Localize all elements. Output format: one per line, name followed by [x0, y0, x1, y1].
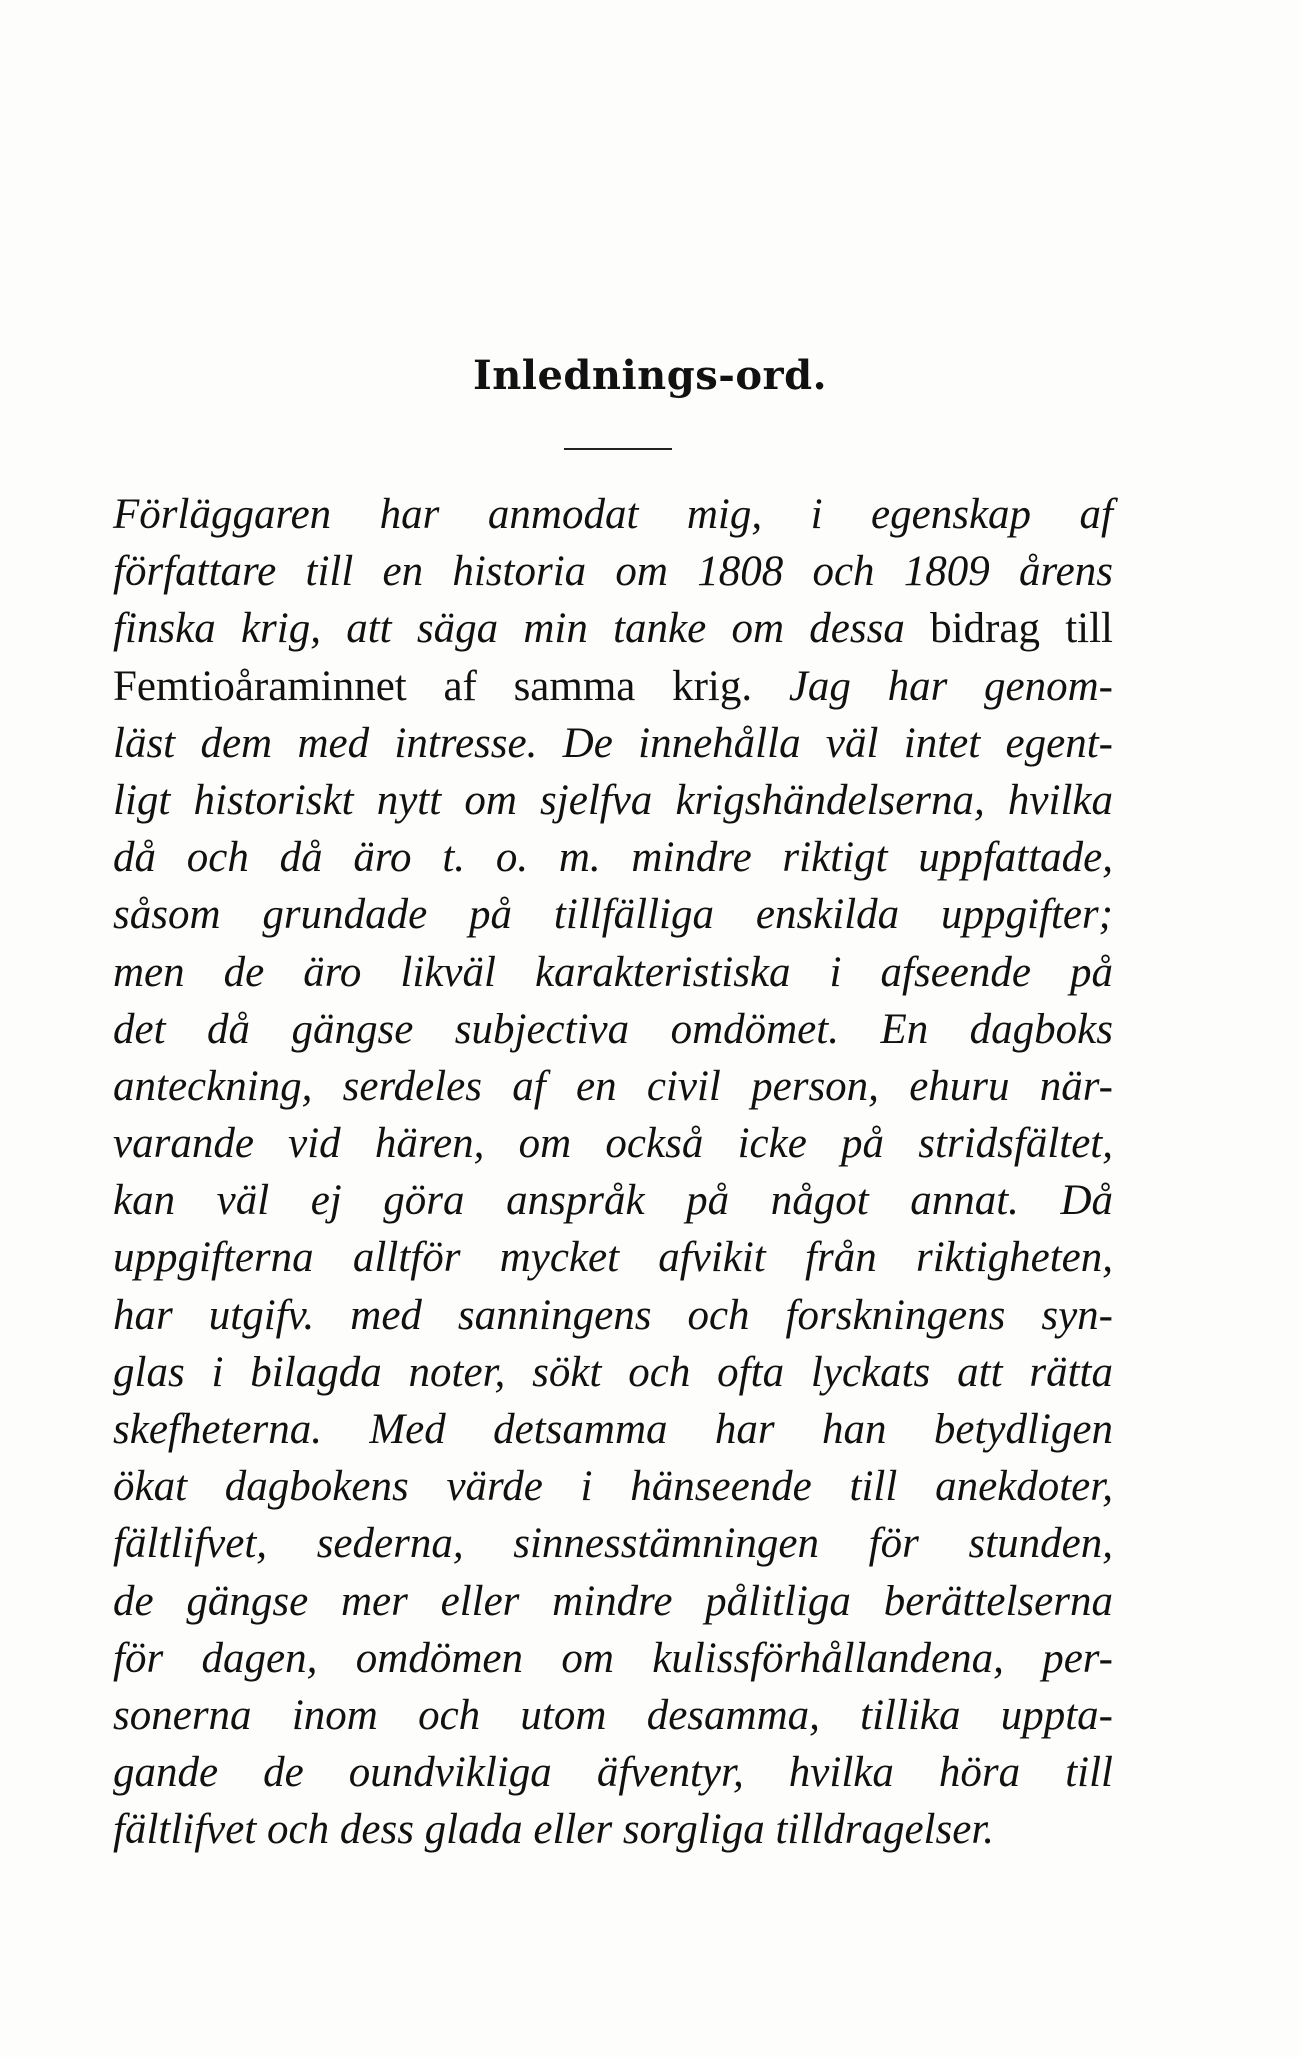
text-segment: författare till en historia om 1808 och 1809 årens: [113, 548, 1113, 596]
text-segment: kan väl ej göra anspråk på något annat. Då: [113, 1177, 1113, 1225]
text-line: [113, 886, 1113, 943]
text-segment: då och då äro t. o. m. mindre riktigt uppfattade,: [113, 834, 1113, 882]
text-line: [113, 944, 1113, 1001]
text-segment: anteckning, serdeles af en civil person, ehuru när-: [113, 1062, 1113, 1110]
text-line: [113, 1344, 1113, 1401]
text-line: [113, 1515, 1113, 1572]
text-segment: men de äro likväl karakteristiska i afseende på: [113, 948, 1113, 996]
text-segment: det då gängse subjectiva omdömet. En dagboks: [113, 1005, 1113, 1053]
text-segment: läst dem med intresse. De innehålla väl intet egent-: [113, 719, 1113, 767]
text-segment: Jag har genom-: [788, 662, 1114, 710]
text-line: [113, 658, 1113, 715]
text-segment: skefheterna. Med detsamma har han betydligen: [113, 1406, 1113, 1453]
text-line: [113, 1172, 1113, 1229]
heading-divider: [564, 448, 672, 450]
text-line: [113, 1687, 1113, 1744]
text-segment: uppgifterna alltför mycket afvikit från riktigheten,: [113, 1234, 1113, 1282]
text-segment: Femtioåraminnet af samma krig.: [113, 662, 789, 710]
text-line: [113, 543, 1113, 600]
text-segment: sonerna inom och utom desamma, tillika uppta-: [113, 1691, 1113, 1739]
text-segment: ökat dagbokens värde i hänseende till anekdoter,: [113, 1463, 1113, 1511]
text-line: [113, 1287, 1113, 1344]
text-line: [113, 1458, 1113, 1515]
text-segment: ligt historiskt nytt om sjelfva krigshändelserna, hvilka: [113, 776, 1113, 824]
text-segment: de gängse mer eller mindre pålitliga berättelserna: [113, 1577, 1113, 1625]
text-segment: fältlifvet och dess glada eller sorgliga tilldragelser.: [113, 1806, 995, 1854]
text-line: [113, 1001, 1113, 1058]
text-segment: Förläggaren har anmodat mig, i egenskap af: [113, 491, 1113, 538]
text-line: [113, 1744, 1113, 1801]
text-segment: gande de oundvikliga äfventyr, hvilka höra till: [113, 1749, 1113, 1797]
text-line: [113, 772, 1113, 829]
text-line: [113, 1801, 1113, 1858]
text-segment: fältlifvet, sederna, sinnesstämningen för stunden,: [113, 1520, 1113, 1568]
text-line: [113, 1401, 1113, 1458]
text-segment: finska krig, att säga min tanke om dessa: [113, 605, 931, 653]
text-segment: glas i bilagda noter, sökt och ofta lyckats att rätta: [113, 1348, 1113, 1396]
text-line: [113, 486, 1113, 543]
text-segment: för dagen, omdömen om kulissförhållandena, per-: [113, 1634, 1113, 1682]
text-line: [113, 1115, 1113, 1172]
text-segment: har utgifv. med sanningens och forskningens syn-: [113, 1291, 1113, 1339]
text-line: [113, 1630, 1113, 1687]
text-line: [113, 1229, 1113, 1286]
text-line: [113, 600, 1113, 657]
text-line: [113, 1058, 1113, 1115]
body-paragraph: [113, 486, 1113, 1859]
text-line: [113, 1573, 1113, 1630]
text-segment: varande vid hären, om också icke på stridsfältet,: [113, 1120, 1113, 1168]
text-segment: såsom grundade på tillfälliga enskilda uppgifter;: [113, 891, 1113, 939]
chapter-heading: Inlednings-ord.: [472, 352, 827, 399]
text-line: [113, 829, 1113, 886]
text-segment: bidrag till: [930, 605, 1113, 653]
text-line: [113, 715, 1113, 772]
